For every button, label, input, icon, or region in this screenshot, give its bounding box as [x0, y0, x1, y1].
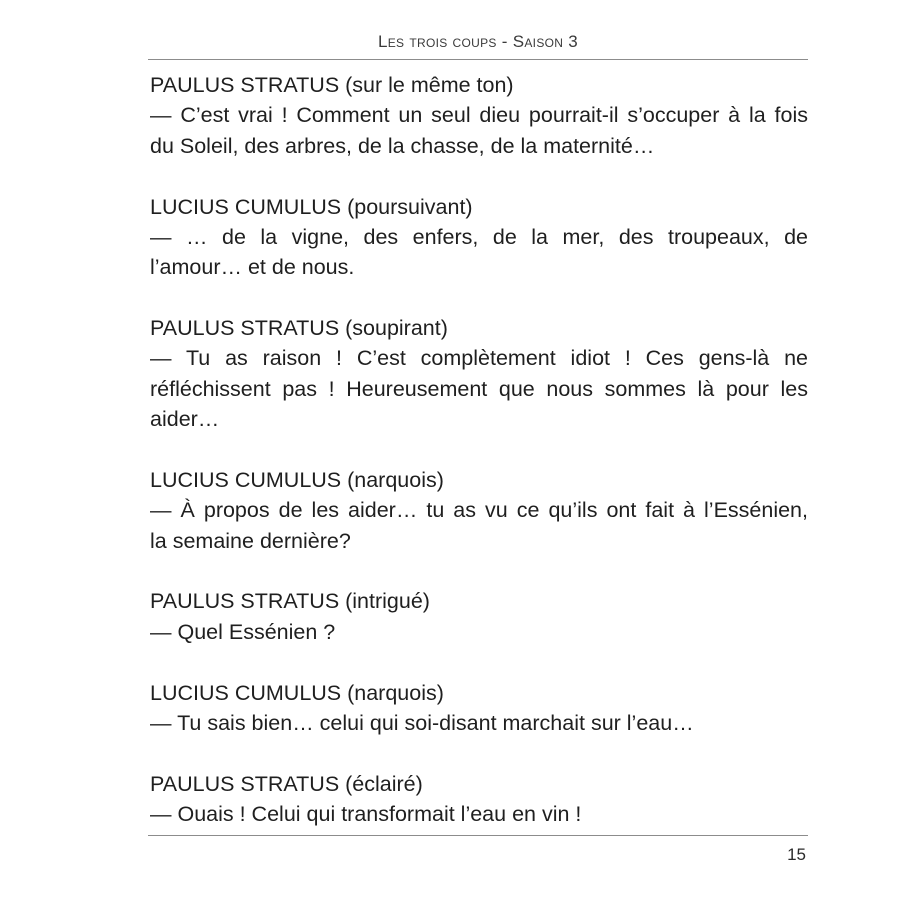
dialogue-line: aider…	[150, 407, 220, 432]
speech	[150, 769, 808, 830]
dialogue-block	[150, 70, 808, 829]
speaker-line	[150, 70, 808, 100]
speaker-name: PAULUS STRATUS	[150, 316, 340, 340]
stage-direction: (poursuivant)	[347, 194, 473, 219]
dialogue-line: — C’est vrai ! Comment un seul dieu pourrait-il s’occuper à la fois	[150, 103, 808, 128]
speaker-name: PAULUS STRATUS	[150, 73, 340, 97]
dialogue-line: — À propos de les aider… tu as vu ce qu’ils ont fait à l’Essénien,	[150, 498, 808, 523]
speech	[150, 586, 808, 647]
stage-direction: (soupirant)	[345, 316, 448, 340]
speaker-line	[150, 192, 808, 222]
speaker-name: LUCIUS CUMULUS	[150, 194, 342, 219]
dialogue-line: réfléchissent pas ! Heureusement que nous sommes là pour les	[150, 376, 808, 401]
stage-direction: (narquois)	[347, 680, 444, 705]
stage-direction: (narquois)	[347, 467, 444, 492]
speech	[150, 465, 808, 556]
header-rule	[148, 59, 808, 60]
speaker-line	[150, 678, 808, 708]
page-number: 15	[787, 845, 806, 864]
speaker-line	[150, 465, 808, 495]
stage-direction: (intrigué)	[345, 589, 430, 614]
stage-direction: (sur le même ton)	[345, 73, 514, 97]
running-header: Les trois coups - Saison 3	[377, 32, 579, 51]
dialogue-line: — … de la vigne, des enfers, de la mer, des troupeaux, de	[150, 224, 808, 249]
speech	[150, 313, 808, 435]
footer-rule	[148, 835, 808, 836]
dialogue-line: — Ouais ! Celui qui transformait l’eau en vin !	[150, 802, 582, 826]
speaker-line	[150, 586, 808, 616]
dialogue-line: la semaine dernière?	[150, 528, 351, 553]
stage-direction: (éclairé)	[345, 771, 423, 796]
dialogue-line: — Quel Essénien ?	[150, 619, 336, 644]
speaker-name: LUCIUS CUMULUS	[150, 467, 342, 492]
speech	[150, 678, 808, 739]
speech	[150, 70, 808, 161]
speaker-name: PAULUS STRATUS	[150, 589, 340, 614]
dialogue-line: — Tu as raison ! C’est complètement idiot ! Ces gens-là ne	[150, 346, 808, 371]
speaker-name: LUCIUS CUMULUS	[150, 680, 342, 705]
dialogue-line: du Soleil, des arbres, de la chasse, de la maternité…	[150, 133, 655, 158]
speaker-line	[150, 769, 808, 799]
speech	[150, 192, 808, 283]
dialogue-line: l’amour… et de nous.	[150, 255, 355, 280]
speaker-line	[150, 313, 808, 343]
speaker-name: PAULUS STRATUS	[150, 771, 340, 796]
dialogue-line: — Tu sais bien… celui qui soi-disant marchait sur l’eau…	[150, 710, 694, 735]
